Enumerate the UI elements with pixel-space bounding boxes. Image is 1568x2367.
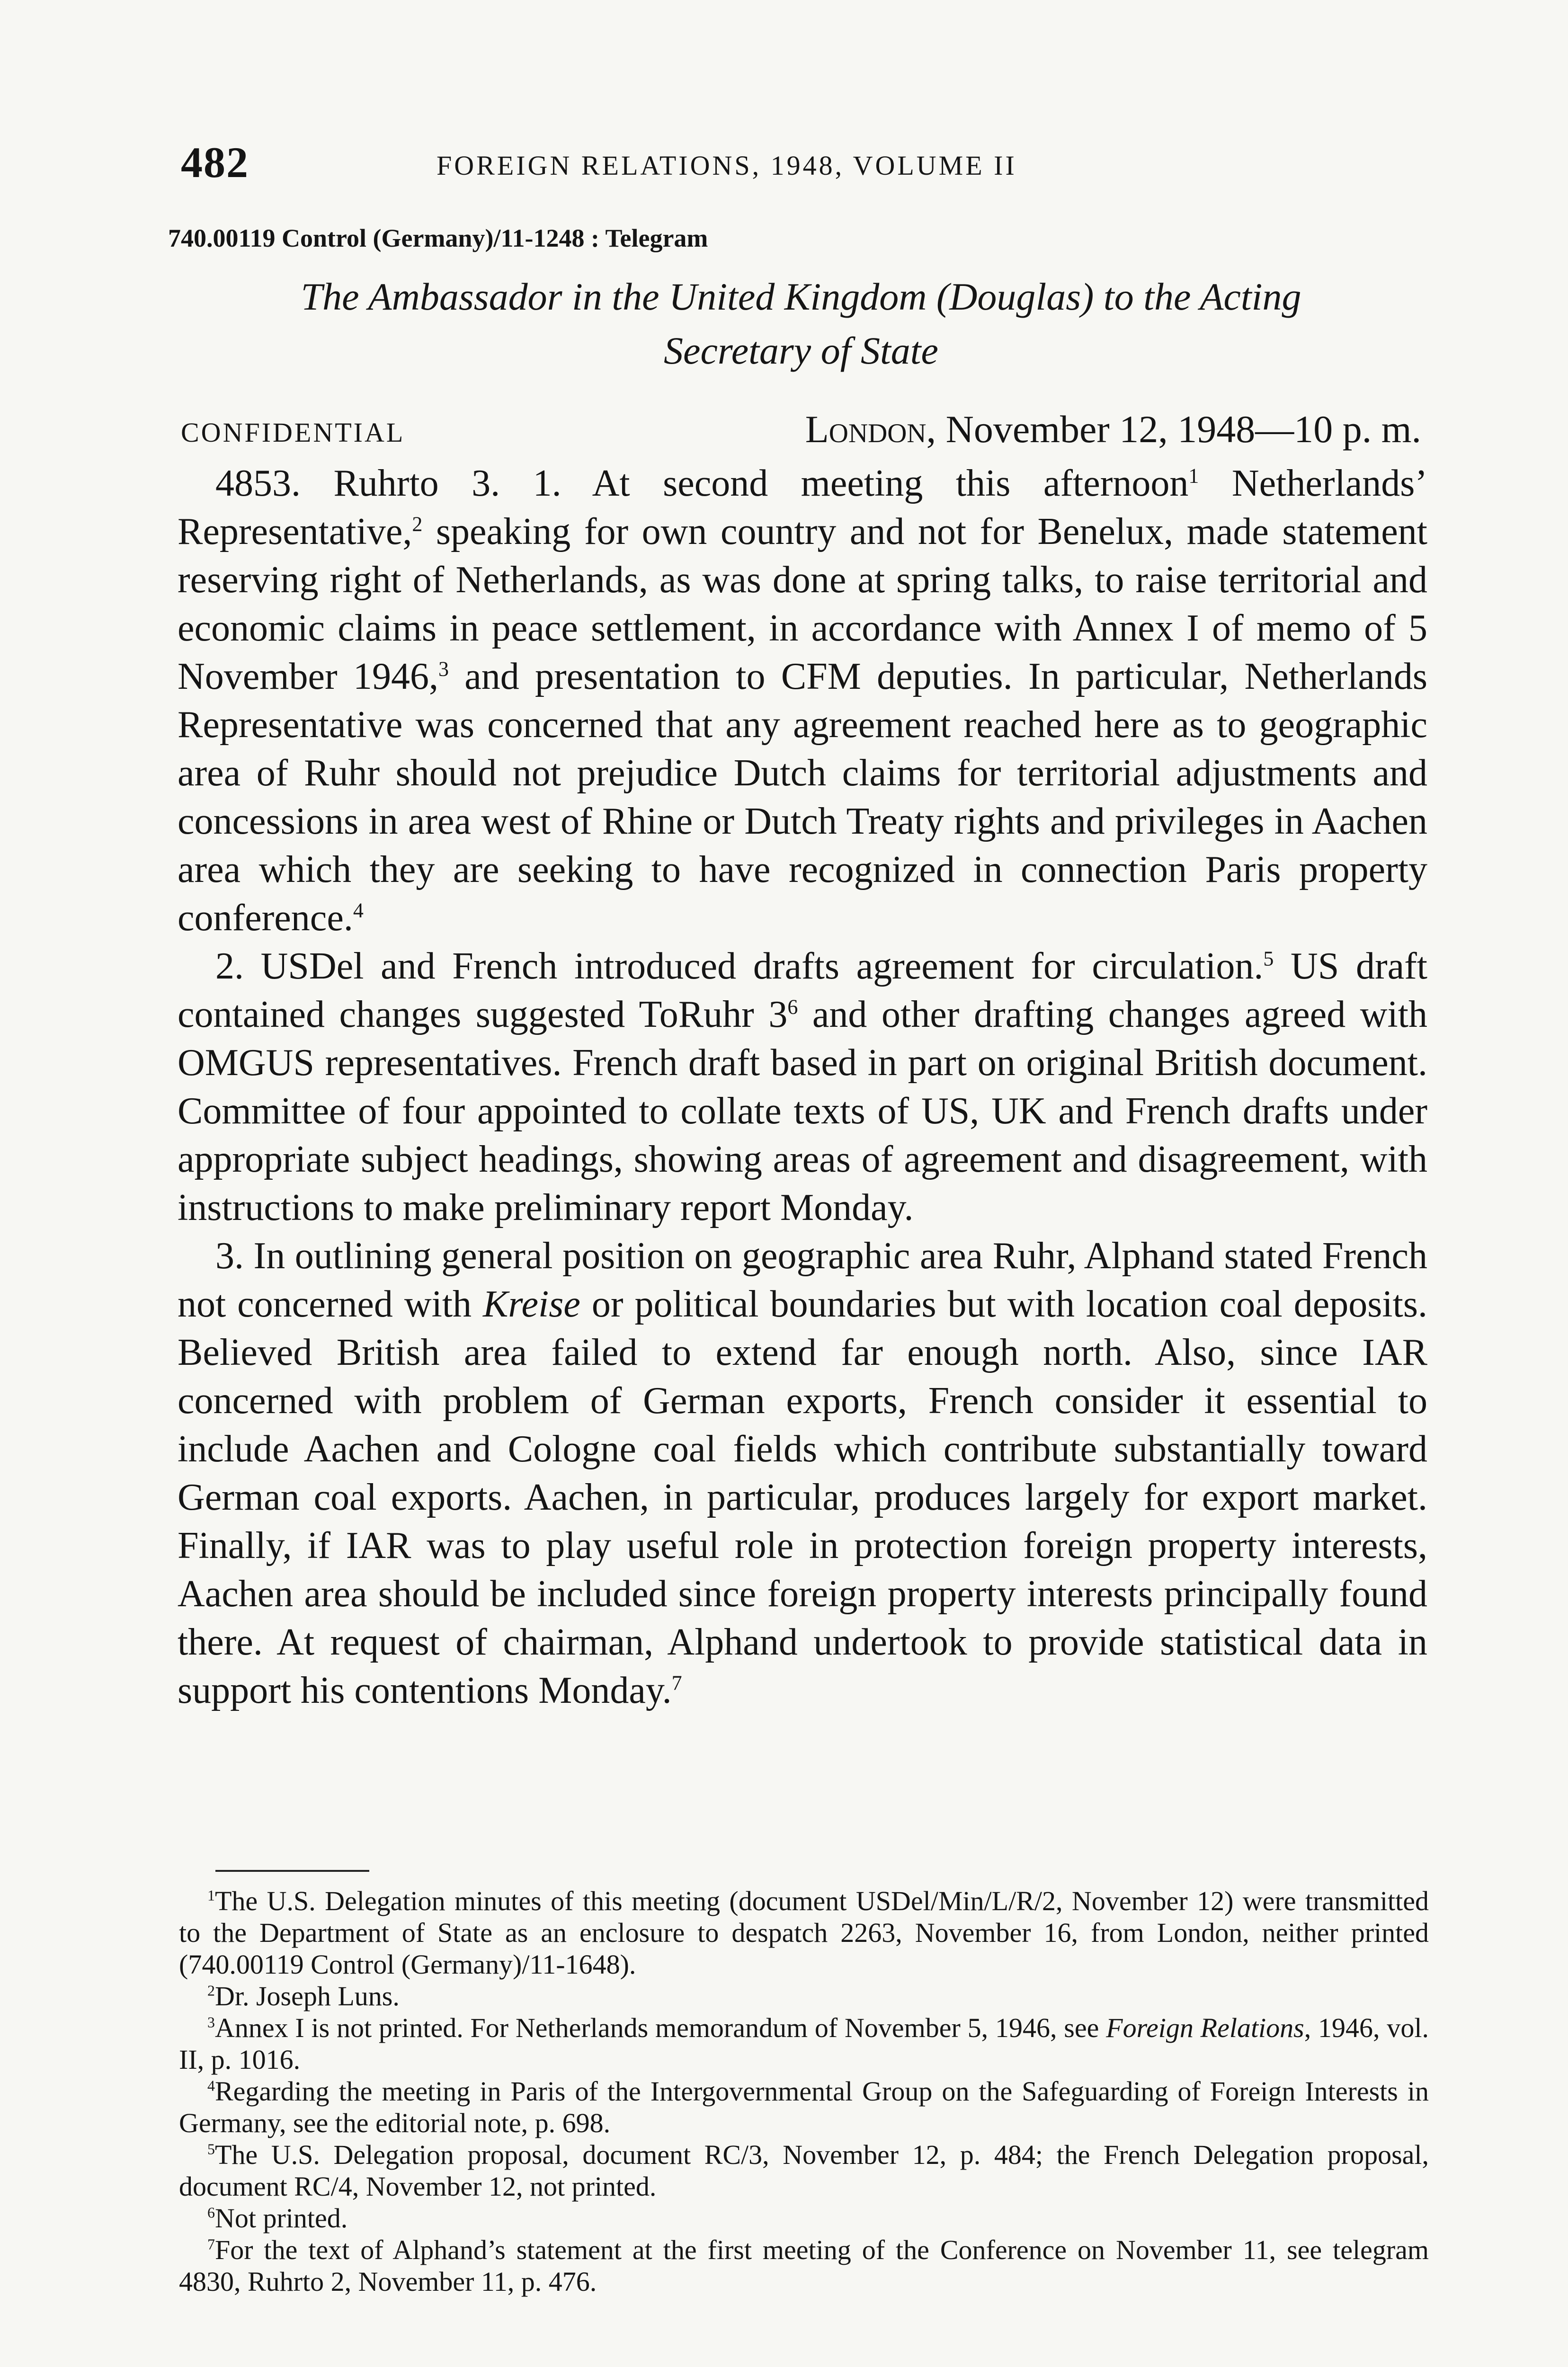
page-number: 482 bbox=[181, 138, 249, 187]
footnote-ref-3: 3 bbox=[438, 657, 449, 681]
footnote-mark-5: 5 bbox=[207, 2141, 215, 2158]
footnote-ref-5: 5 bbox=[1263, 947, 1274, 970]
footnote-4-text: Regarding the meeting in Paris of the Intergovernmental Group on the Safeguarding of Foreign Interests in Germany, see the editorial note, p. 698. bbox=[179, 2076, 1429, 2138]
footnote-3-text: Annex I is not printed. For Netherlands memorandum of November 5, 1946, see bbox=[214, 2012, 1106, 2043]
title-line-2: Secretary of State bbox=[664, 329, 938, 372]
footnote-2 bbox=[179, 1980, 1429, 2012]
p1-text-c: speaking for own country and not for Benelux, made statement reserving right of Netherlands, as was done at spring talks, to raise territorial and economic claims in peace settlement, in accordance with Annex I of memo of 5 November 1946, bbox=[178, 511, 1427, 697]
footnote-3 bbox=[179, 2012, 1429, 2075]
running-head: FOREIGN RELATIONS, 1948, VOLUME II bbox=[437, 150, 1017, 181]
footnote-5-text: The U.S. Delegation proposal, document RC/3, November 12, p. 484; the French Delegation proposal, document RC/4, November 12, not printed. bbox=[179, 2139, 1429, 2202]
p1-text-d: and presentation to CFM deputies. In particular, Netherlands Representative was concerned that any agreement reached here as to geographic area of Ruhr should not prejudice Dutch claims for territorial adjustments and concessions in area west of Rhine or Dutch Treaty rights and privileges in Aachen area which they are seeking to have recognized in connection Paris property conference. bbox=[178, 656, 1428, 939]
footnotes bbox=[179, 1885, 1429, 2297]
footnote-ref-4: 4 bbox=[353, 899, 364, 922]
p3-italic-term: Kreise bbox=[483, 1283, 580, 1325]
dateline bbox=[805, 407, 1421, 452]
title-line-1: The Ambassador in the United Kingdom (Douglas) to the Acting bbox=[301, 275, 1301, 318]
p1-text-b: Netherlands’ Representative, bbox=[178, 463, 1428, 552]
paragraph-1 bbox=[178, 459, 1427, 942]
dateline-place: London, bbox=[805, 408, 936, 451]
footnote-ref-2: 2 bbox=[412, 512, 423, 536]
footnote-7-text: For the text of Alphand’s statement at the first meeting of the Conference on November 11, see telegram 4830, Ruhrto 2, November 11, p. 476. bbox=[179, 2234, 1429, 2297]
footnote-7 bbox=[179, 2234, 1429, 2297]
p2-text-c: and other drafting changes agreed with OMGUS representatives. French draft based in part on original British document. Committee of four appointed to collate texts of US, UK and French drafts under appropriate subject headings, showing areas of agreement and disagreement, with instructions to make preliminary report Monday. bbox=[178, 994, 1428, 1228]
footnote-4 bbox=[179, 2075, 1429, 2139]
dateline-date: November 12, 1948—10 p. m. bbox=[945, 408, 1421, 451]
paragraph-2 bbox=[178, 942, 1427, 1232]
footnote-mark-1: 1 bbox=[207, 1887, 215, 1904]
footnote-ref-1: 1 bbox=[1188, 464, 1199, 488]
footnote-1 bbox=[179, 1885, 1429, 1980]
telegram-body bbox=[178, 459, 1427, 1715]
footnote-3-volume: II bbox=[179, 2044, 197, 2075]
document-title bbox=[181, 270, 1421, 378]
footnote-mark-2: 2 bbox=[207, 1982, 215, 1999]
footnote-6 bbox=[179, 2202, 1429, 2234]
p1-text: 4853. Ruhrto 3. 1. At second meeting this afternoon bbox=[215, 463, 1189, 504]
footnote-mark-6: 6 bbox=[207, 2204, 215, 2221]
footnote-2-text: Dr. Joseph Luns. bbox=[214, 1981, 400, 2011]
footnote-divider bbox=[215, 1870, 369, 1872]
classification-label: CONFIDENTIAL bbox=[181, 417, 405, 448]
footnote-ref-7: 7 bbox=[671, 1671, 682, 1695]
footnote-mark-3: 3 bbox=[207, 2014, 215, 2031]
footnote-5 bbox=[179, 2139, 1429, 2202]
page-header bbox=[181, 137, 1421, 189]
footnote-6-text: Not printed. bbox=[214, 2203, 348, 2234]
footnote-ref-6: 6 bbox=[787, 995, 798, 1019]
paragraph-3 bbox=[178, 1232, 1427, 1715]
footnote-3-italic: Foreign Relations bbox=[1106, 2012, 1304, 2043]
p3-text-b: or political boundaries but with location coal deposits. Believed British area failed to extend far enough north. Also, since IAR concerned with problem of German exports, French consider it essential to include Aachen and Cologne coal fields which contribute substantially toward German coal exports. Aachen, in particular, produces largely for export market. Finally, if IAR was to play useful role in protection foreign property interests, Aachen area should be included since foreign property interests principally found there. At request of chairman, Alphand undertook to provide statistical data in support his contentions Monday. bbox=[178, 1283, 1428, 1711]
footnote-3-text-b: , 1946, vol. bbox=[1304, 2012, 1429, 2043]
footnote-mark-7: 7 bbox=[207, 2236, 215, 2253]
p2-text: 2. USDel and French introduced drafts agreement for circulation. bbox=[215, 945, 1264, 987]
p2-text-b: US draft contained changes suggested ToRuhr 3 bbox=[178, 945, 1427, 1035]
p3-text: 3. In outlining general position on geographic area Ruhr, Alphand stated French not concerned with bbox=[178, 1235, 1427, 1325]
file-reference: 740.00119 Control (Germany)/11-1248 : Telegram bbox=[168, 224, 708, 252]
footnote-3-text-c: , p. 1016. bbox=[197, 2044, 301, 2075]
footnote-mark-4: 4 bbox=[207, 2077, 215, 2094]
footnote-1-text: The U.S. Delegation minutes of this meeting (document USDel/Min/L/R/2, November 12) were transmitted to the Department of State as an enclosure to despatch 2263, November 16, from London, neither printed (740.00119 Control (Germany)/11-1648). bbox=[179, 1886, 1429, 1980]
